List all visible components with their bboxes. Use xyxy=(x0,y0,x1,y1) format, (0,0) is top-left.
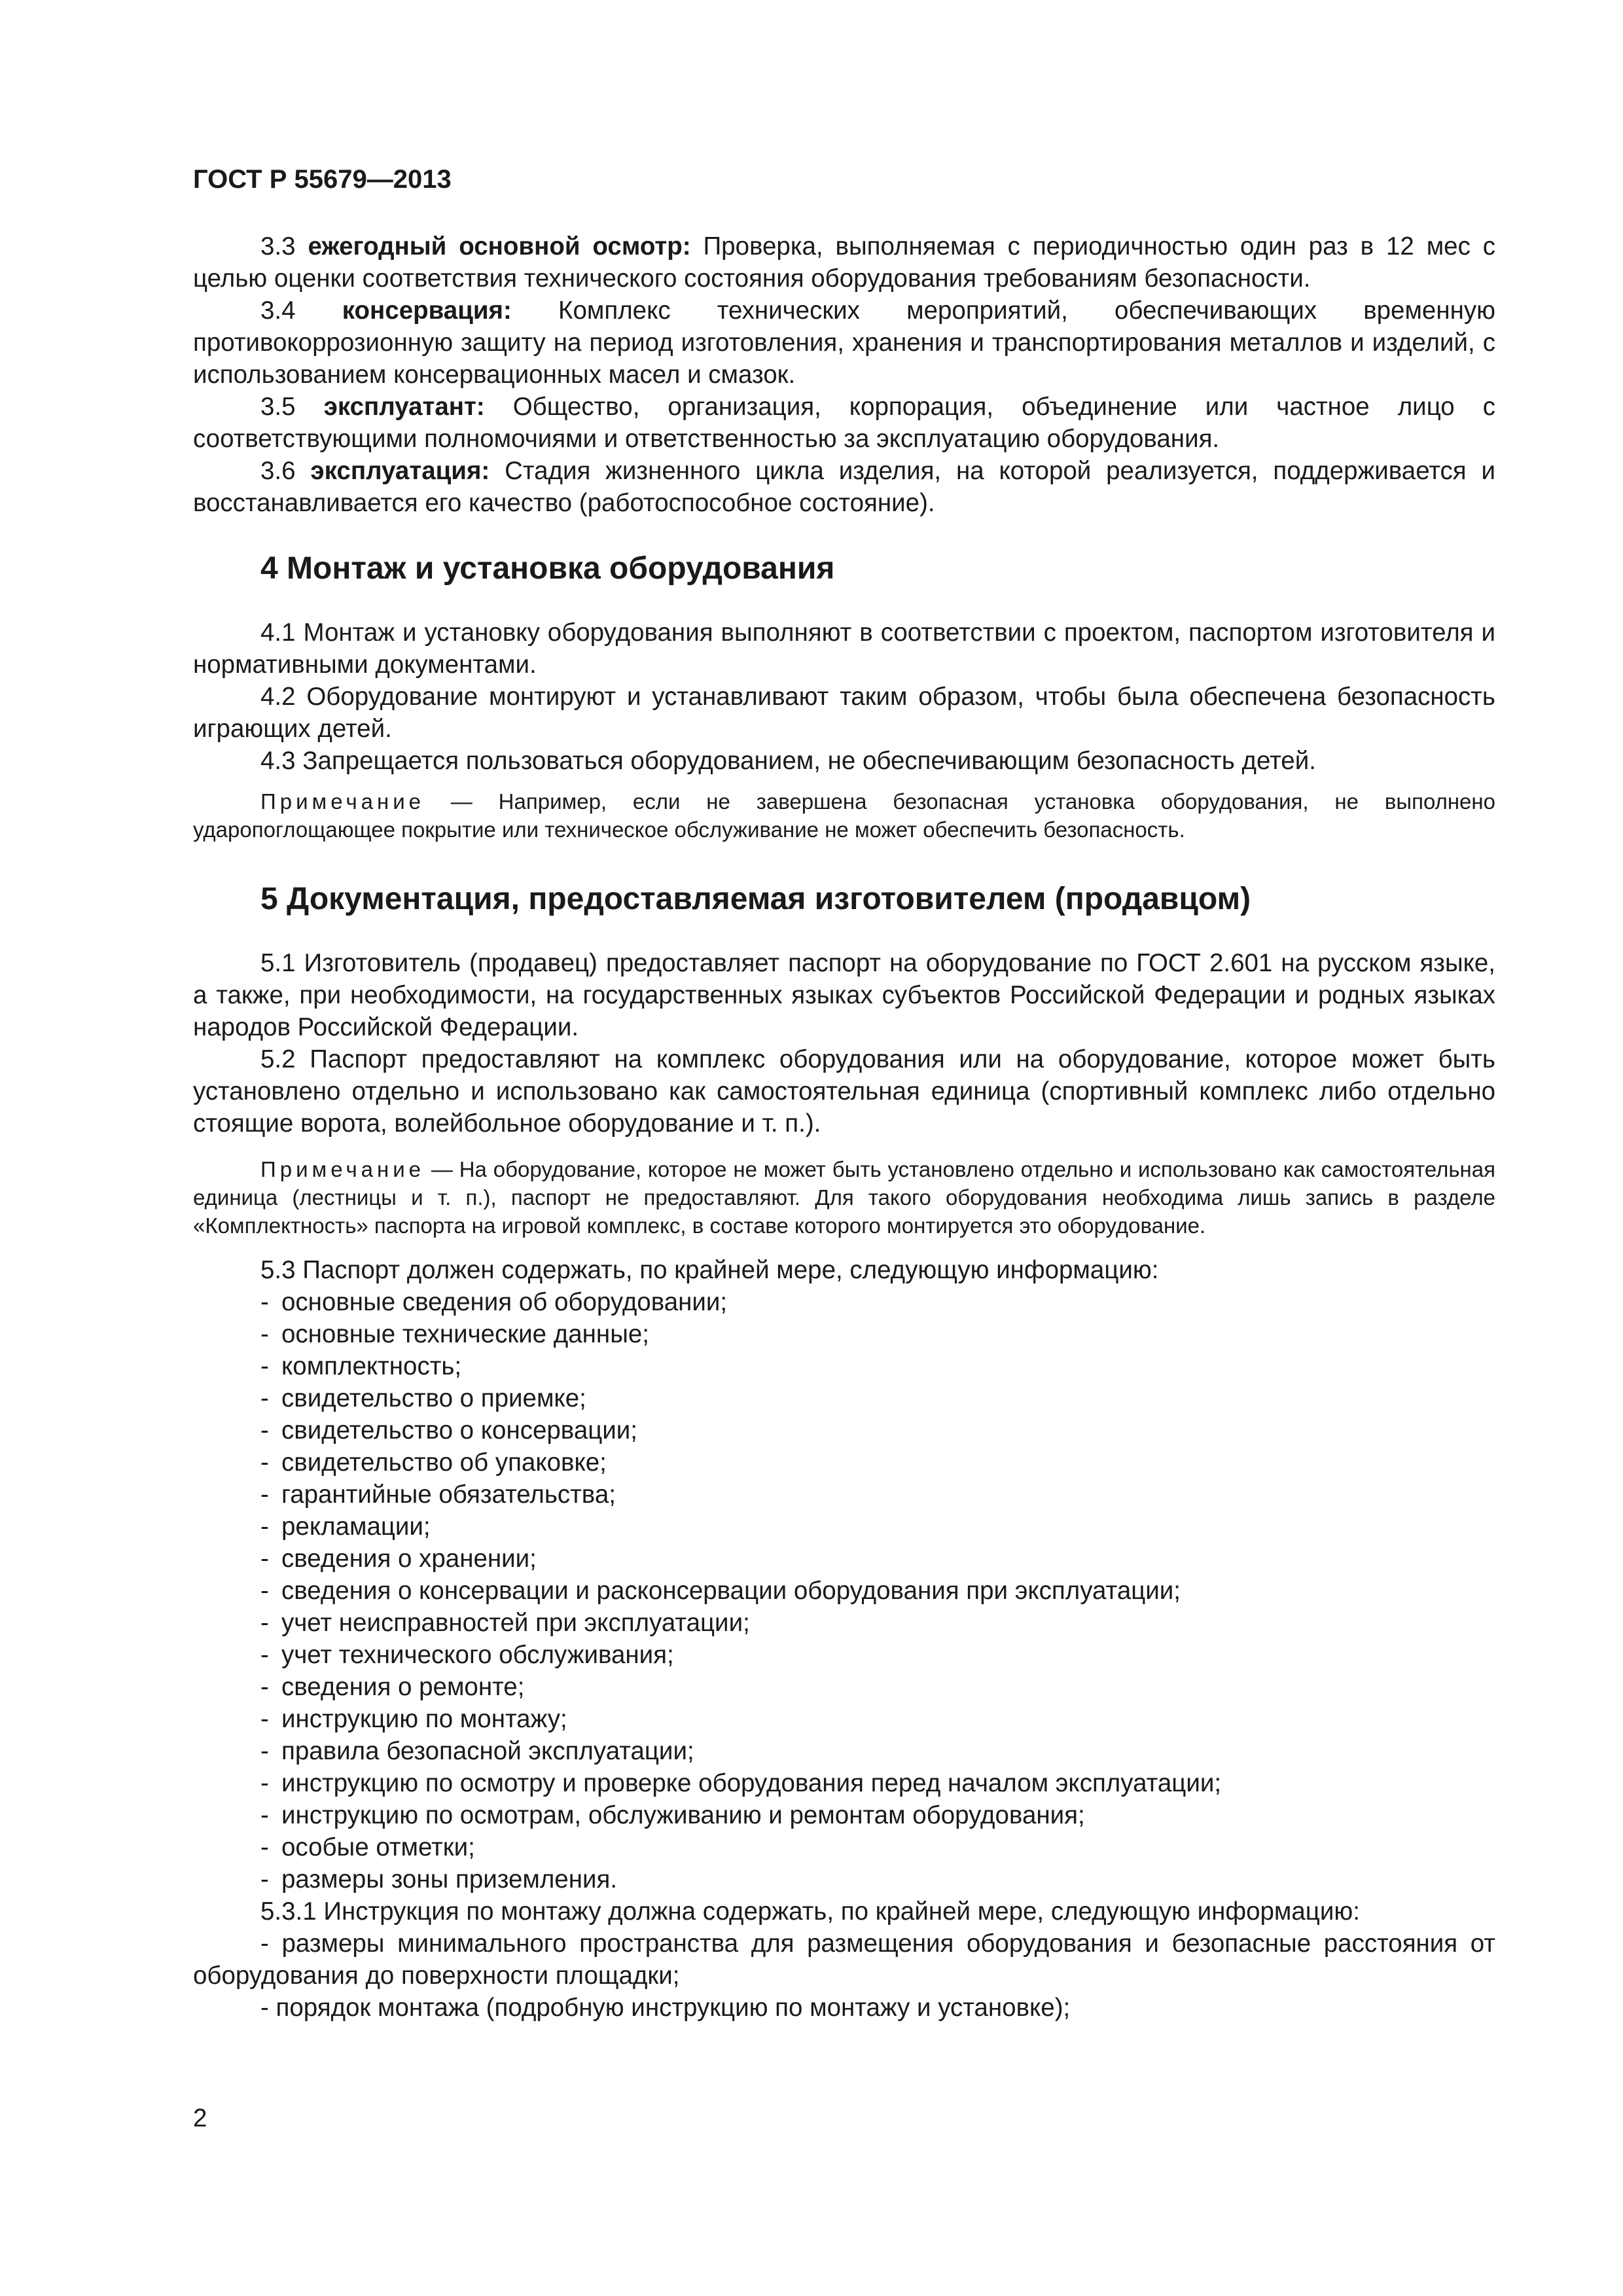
section-5-heading: 5 Документация, предоставляемая изготовителем (продавцом) xyxy=(260,882,1251,916)
list-item: - основные сведения об оборудовании; xyxy=(260,1288,728,1316)
paragraph-5-1: 5.1 Изготовитель (продавец) предоставляет паспорт на оборудование по ГОСТ 2.601 на русском языке, а также, при необходимости, на государственных языках субъектов Российской Федерации и родных языках народов Российской Федерации. xyxy=(193,949,1495,1041)
list-item: - основные технические данные; xyxy=(260,1320,649,1348)
list-item: - учет технического обслуживания; xyxy=(260,1641,674,1669)
list-item: - учет неисправностей при эксплуатации; xyxy=(260,1609,750,1637)
section-4-heading: 4 Монтаж и установка оборудования xyxy=(260,551,835,586)
list-item: - свидетельство о консервации; xyxy=(260,1416,638,1444)
note-label: Примечание xyxy=(260,789,425,814)
definition-term: консервация: xyxy=(342,296,512,325)
section-5-note: Примечание — На оборудование, которое не может быть установлено отдельно и использовано как самостоятельная единица (лестницы и т. п.), паспорт не предоставляют. Для такого оборудования необходима лишь запись в разделе «Комплектность» паспорта на игровой комплекс, в составе которого монтируется это оборудование. xyxy=(193,1157,1495,1238)
note-label: Примечание xyxy=(260,1157,425,1181)
paragraph-5-3-1: 5.3.1 Инструкция по монтажу должна содержать, по крайней мере, следующую информацию: xyxy=(260,1897,1360,1926)
list-item: - размеры минимального пространства для размещения оборудования и безопасные расстояния от оборудования до поверхности площадки; xyxy=(193,1929,1495,1990)
list-item: - размеры зоны приземления. xyxy=(260,1865,618,1893)
passport-contents-list xyxy=(193,1286,1495,1895)
paragraph-4-2: 4.2 Оборудование монтируют и устанавливают таким образом, чтобы была обеспечена безопасность играющих детей. xyxy=(193,683,1495,743)
list-item: - сведения о консервации и расконсервации оборудования при эксплуатации; xyxy=(260,1577,1181,1605)
paragraph-5-3: 5.3 Паспорт должен содержать, по крайней мере, следующую информацию: xyxy=(260,1256,1159,1284)
page-content xyxy=(193,230,1495,2024)
paragraph-4-3: 4.3 Запрещается пользоваться оборудованием, не обеспечивающим безопасность детей. xyxy=(260,747,1316,775)
list-item: - свидетельство об упаковке; xyxy=(260,1448,607,1477)
list-item: - гарантийные обязательства; xyxy=(260,1480,616,1509)
document-header: ГОСТ Р 55679—2013 xyxy=(193,165,452,194)
definition-3-5: 3.5 эксплуатант: Общество, организация, корпорация, объединение или частное лицо с соответствующими полномочиями и ответственностью за эксплуатацию оборудования. xyxy=(193,393,1495,453)
list-item: - правила безопасной эксплуатации; xyxy=(260,1737,694,1765)
list-item: - инструкцию по монтажу; xyxy=(260,1705,567,1733)
page-number: 2 xyxy=(193,2104,207,2132)
list-item: - сведения о ремонте; xyxy=(260,1673,525,1701)
section-4-note: Примечание — Например, если не завершена безопасная установка оборудования, не выполнено ударопоглощающее покрытие или техническое обслуживание не может обеспечить безопасность. xyxy=(193,789,1495,842)
list-item: - комплектность; xyxy=(260,1352,462,1380)
list-item: - рекламации; xyxy=(260,1513,431,1541)
definition-3-3: 3.3 ежегодный основной осмотр: Проверка, выполняемая с периодичностью один раз в 12 мес с целью оценки соответствия технического состояния оборудования требованиям безопасности. xyxy=(193,232,1495,293)
list-item: - свидетельство о приемке; xyxy=(260,1384,586,1412)
definition-term: ежегодный основной осмотр: xyxy=(308,232,691,260)
list-item: - порядок монтажа (подробную инструкцию по монтажу и установке); xyxy=(260,1994,1071,2022)
definition-term: эксплуатация: xyxy=(310,457,490,485)
list-item: - особые отметки; xyxy=(260,1833,475,1861)
definition-term: эксплуатант: xyxy=(323,393,485,421)
paragraph-5-2: 5.2 Паспорт предоставляют на комплекс оборудования или на оборудование, которое может быть установлено отдельно и использовано как самостоятельная единица (спортивный комплекс либо отдельно стоящие ворота, волейбольное оборудование и т. п.). xyxy=(193,1045,1495,1138)
list-item: - инструкцию по осмотру и проверке оборудования перед началом эксплуатации; xyxy=(260,1769,1222,1797)
list-item: - сведения о хранении; xyxy=(260,1545,537,1573)
definition-3-6: 3.6 эксплуатация: Стадия жизненного цикла изделия, на которой реализуется, поддерживается и восстанавливается его качество (работоспособное состояние). xyxy=(193,457,1495,517)
installation-instructions-list xyxy=(193,1928,1495,2024)
paragraph-4-1: 4.1 Монтаж и установку оборудования выполняют в соответствии с проектом, паспортом изготовителя и нормативными документами. xyxy=(193,619,1495,679)
definition-3-4: 3.4 консервация: Комплекс технических мероприятий, обеспечивающих временную противокоррозионную защиту на период изготовления, хранения и транспортирования металлов и изделий, с использованием консервационных масел и смазок. xyxy=(193,296,1495,389)
list-item: - инструкцию по осмотрам, обслуживанию и ремонтам оборудования; xyxy=(260,1801,1085,1829)
